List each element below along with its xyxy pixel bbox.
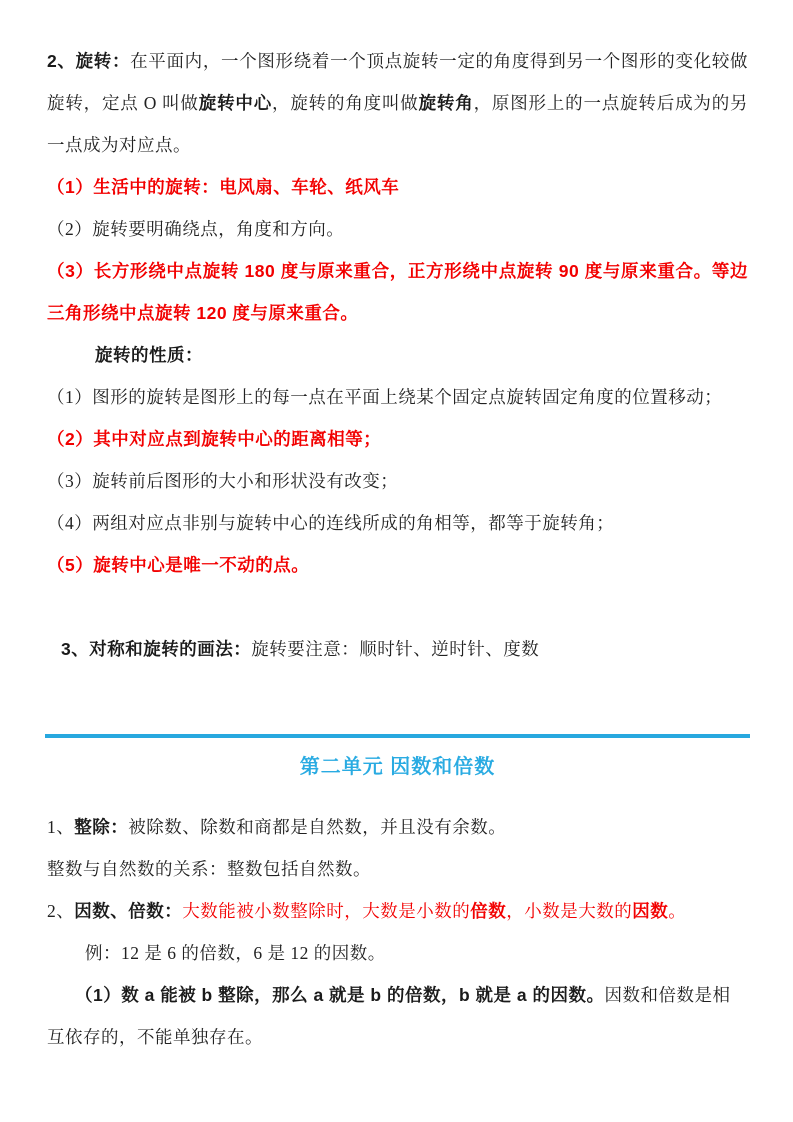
rule-bold-run: （1）数 a 能被 b 整除，那么 a 就是 b 的倍数，b 就是 a 的因数。 <box>75 985 605 1005</box>
text-run: 旋转要注意：顺时针、逆时针、度数 <box>251 639 540 659</box>
section-divider-line <box>45 734 750 738</box>
unit2-integer-relation-paragraph: 整数与自然数的关系：整数包括自然数。 <box>47 859 371 879</box>
rotation-property-5: （5）旋转中心是唯一不动的点。 <box>47 555 310 575</box>
rotation-property-4: （4）两组对应点非别与旋转中心的连线所成的角相等，都等于旋转角； <box>47 513 615 533</box>
unit2-factor-multiple-paragraph <box>47 890 748 932</box>
rotation-item-3: （3）长方形绕中点旋转 180 度与原来重合，正方形绕中点旋转 90 度与原来重合。等边三角形绕中点旋转 120 度与原来重合。 <box>47 261 748 323</box>
rotation-definition-paragraph <box>47 40 748 166</box>
unit2-example-paragraph: 例：12 是 6 的倍数，6 是 12 的因数。 <box>85 943 386 963</box>
term-multiple: 倍数 <box>470 901 507 921</box>
rotation-property-2: （2）其中对应点到旋转中心的距离相等； <box>47 429 382 449</box>
rotation-property-1: （1）图形的旋转是图形上的每一点在平面上绕某个固定点旋转固定角度的位置移动； <box>47 387 723 407</box>
unit2-heading: 第二单元 因数和倍数 <box>299 756 496 778</box>
red-text-run: 大数能被小数整除时，大数是小数的 <box>182 901 471 921</box>
drawing-method-lead: 3、对称和旋转的画法： <box>61 639 252 659</box>
rotation-item-2: （2）旋转要明确绕点，角度和方向。 <box>47 219 345 239</box>
drawing-method-paragraph <box>47 628 748 670</box>
rotation-properties-title: 旋转的性质： <box>95 345 203 365</box>
rotation-item-1: （1）生活中的旋转：电风扇、车轮、纸风车 <box>47 177 400 197</box>
term-exact-division: 整除： <box>74 817 129 837</box>
text-run: 在平面内，一个图形绕着一个顶点旋转一定的角度得到另一个图形的变化较做旋转，定点 O 叫做 <box>47 51 748 113</box>
unit2-division-paragraph <box>47 806 748 848</box>
text-run: ，旋转的角度叫做 <box>272 93 419 113</box>
text-run: 被除数、除数和商都是自然数，并且没有余数。 <box>128 817 507 837</box>
text-run: 因数和倍数是相互依存的，不能单独存在。 <box>47 985 731 1047</box>
rotation-term-lead: 2、旋转： <box>47 51 131 71</box>
term-rotation-angle: 旋转角 <box>418 93 474 113</box>
rotation-property-3: （3）旋转前后图形的大小和形状没有改变； <box>47 471 399 491</box>
term-factor-multiple: 因数、倍数： <box>74 901 183 921</box>
red-text-run: 。 <box>668 901 687 921</box>
text-run: ，原图形上的一点旋转后成为的另一点成为对应点。 <box>47 93 749 155</box>
red-text-run: ，小数是大数的 <box>506 901 633 921</box>
list-number: 2、 <box>47 901 75 921</box>
unit2-rule-paragraph <box>47 974 748 1058</box>
term-factor: 因数 <box>632 901 669 921</box>
list-number: 1、 <box>47 817 75 837</box>
term-rotation-center: 旋转中心 <box>198 93 273 113</box>
